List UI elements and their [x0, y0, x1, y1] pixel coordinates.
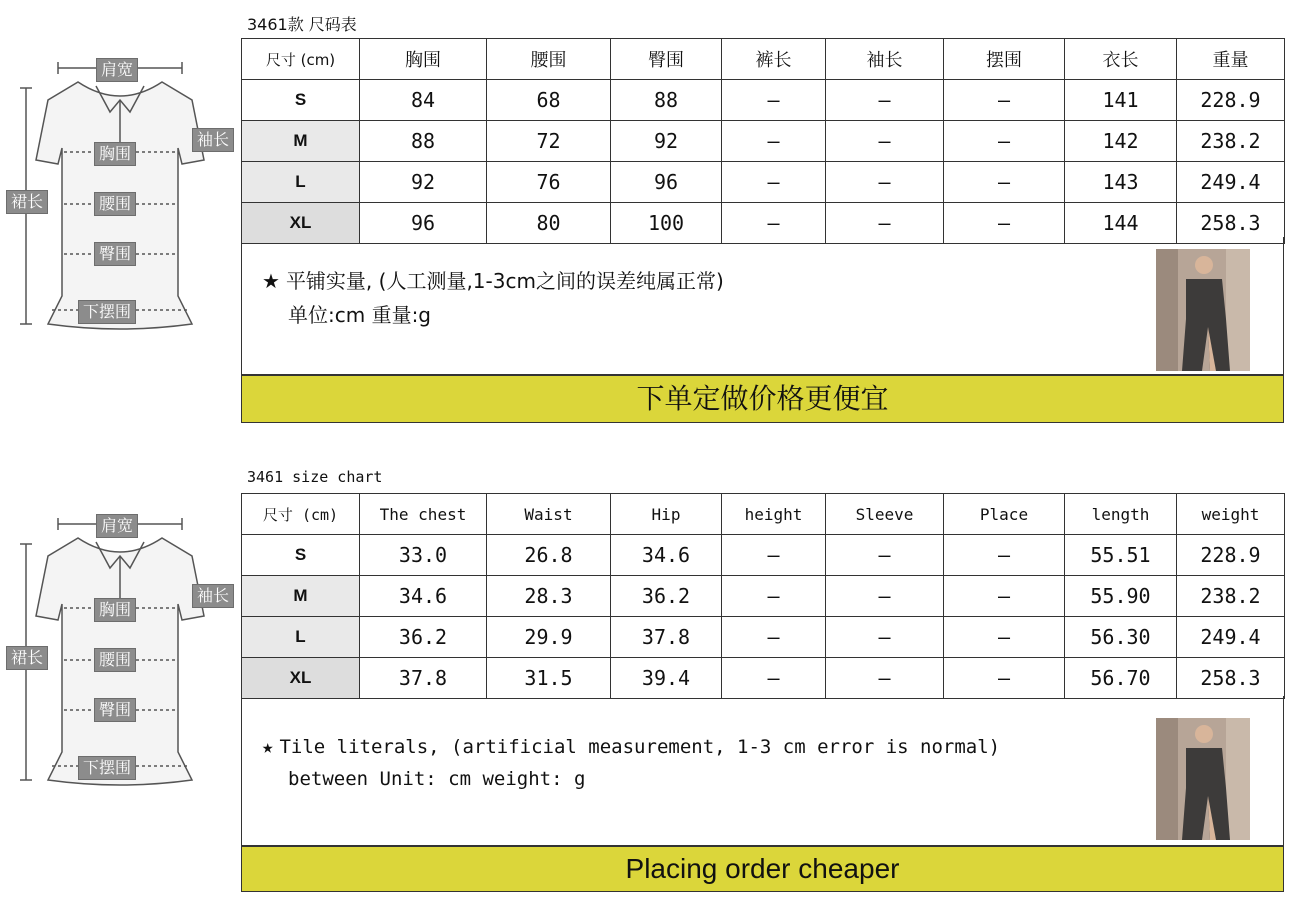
sleeve-label: 袖长: [192, 128, 234, 152]
header-weight: weight: [1177, 494, 1285, 535]
table-cell: —: [826, 617, 944, 658]
table-cell: 88: [360, 121, 487, 162]
table-cell: L: [242, 162, 360, 203]
table-cell: 228.9: [1177, 535, 1285, 576]
table-cell: 33.0: [360, 535, 487, 576]
header-pants-length: 裤长: [722, 39, 826, 80]
chest-label: 胸围: [94, 598, 136, 622]
table-cell: —: [722, 535, 826, 576]
note-text-2: between Unit: cm weight: g: [288, 768, 586, 790]
table-cell: —: [944, 658, 1065, 699]
table-row: [242, 80, 1285, 121]
header-sleeve: Sleeve: [826, 494, 944, 535]
header-size: 尺寸 (cm): [242, 39, 360, 80]
table-cell: —: [826, 80, 944, 121]
table-row: [242, 121, 1285, 162]
table-cell: 96: [611, 162, 722, 203]
table-cell: 88: [611, 80, 722, 121]
header-length: length: [1065, 494, 1177, 535]
table-cell: —: [722, 576, 826, 617]
table-header-row: [242, 39, 1285, 80]
table-cell: 249.4: [1177, 162, 1285, 203]
header-hip: 臀围: [611, 39, 722, 80]
table-cell: 68: [487, 80, 611, 121]
table-row: [242, 617, 1285, 658]
table-cell: 258.3: [1177, 203, 1285, 244]
table-cell: 238.2: [1177, 121, 1285, 162]
table-cell: 34.6: [360, 576, 487, 617]
table-cell: 249.4: [1177, 617, 1285, 658]
header-hem: 摆围: [944, 39, 1065, 80]
chest-label: 胸围: [94, 142, 136, 166]
table-cell: 56.70: [1065, 658, 1177, 699]
shoulder-label: 肩宽: [96, 58, 138, 82]
promo-banner: Placing order cheaper: [241, 846, 1284, 892]
table-cell: —: [944, 576, 1065, 617]
header-chest: The chest: [360, 494, 487, 535]
dress-diagram-icon: [6, 52, 238, 358]
table-cell: 56.30: [1065, 617, 1177, 658]
table-cell: 55.51: [1065, 535, 1177, 576]
hip-label: 臀围: [94, 242, 136, 266]
table-cell: —: [826, 535, 944, 576]
waist-label: 腰围: [94, 648, 136, 672]
note-line-1: [262, 265, 724, 294]
note-text-1: Tile literals, (artificial measurement, 1-3 cm error is normal): [279, 736, 1001, 758]
model-photo-thumbnail: [1156, 718, 1250, 840]
measurement-note: [241, 696, 1284, 846]
table-cell: 37.8: [611, 617, 722, 658]
promo-banner: 下单定做价格更便宜: [241, 375, 1284, 423]
table-cell: 31.5: [487, 658, 611, 699]
header-place: Place: [944, 494, 1065, 535]
skirt-length-label: 裙长: [6, 190, 48, 214]
table-cell: —: [944, 121, 1065, 162]
table-cell: 39.4: [611, 658, 722, 699]
table-cell: 36.2: [360, 617, 487, 658]
header-weight: 重量: [1177, 39, 1285, 80]
table-cell: 143: [1065, 162, 1177, 203]
table-cell: —: [944, 162, 1065, 203]
table-cell: XL: [242, 658, 360, 699]
chart-title: 3461 size chart: [247, 468, 383, 486]
table-cell: 26.8: [487, 535, 611, 576]
table-cell: 92: [611, 121, 722, 162]
note-text-1: 平铺实量, (人工测量,1-3cm之间的误差纯属正常): [285, 269, 724, 293]
table-cell: —: [826, 203, 944, 244]
table-cell: 96: [360, 203, 487, 244]
table-cell: 144: [1065, 203, 1177, 244]
table-cell: —: [826, 658, 944, 699]
table-row: [242, 535, 1285, 576]
hip-label: 臀围: [94, 698, 136, 722]
header-size: 尺寸 (cm): [242, 494, 360, 535]
table-cell: M: [242, 121, 360, 162]
note-line-1: [262, 736, 1000, 758]
table-cell: 76: [487, 162, 611, 203]
size-chart-chinese: [0, 0, 1300, 430]
table-header-row: [242, 494, 1285, 535]
table-row: [242, 162, 1285, 203]
table-cell: 141: [1065, 80, 1177, 121]
table-cell: 142: [1065, 121, 1177, 162]
table-cell: 37.8: [360, 658, 487, 699]
size-chart-english: [0, 456, 1300, 900]
table-row: [242, 658, 1285, 699]
table-cell: M: [242, 576, 360, 617]
model-photo-thumbnail: [1156, 249, 1250, 371]
table-cell: —: [722, 121, 826, 162]
table-cell: XL: [242, 203, 360, 244]
skirt-length-label: 裙长: [6, 646, 48, 670]
table-cell: 100: [611, 203, 722, 244]
table-cell: 228.9: [1177, 80, 1285, 121]
table-cell: 55.90: [1065, 576, 1177, 617]
table-cell: 84: [360, 80, 487, 121]
header-waist: 腰围: [487, 39, 611, 80]
star-icon: ★: [262, 736, 274, 758]
header-height: height: [722, 494, 826, 535]
table-cell: —: [944, 80, 1065, 121]
table-cell: 238.2: [1177, 576, 1285, 617]
header-sleeve: 袖长: [826, 39, 944, 80]
note-text-2: 单位:cm 重量:g: [288, 303, 432, 327]
table-cell: —: [722, 203, 826, 244]
shoulder-label: 肩宽: [96, 514, 138, 538]
table-cell: S: [242, 535, 360, 576]
table-cell: 29.9: [487, 617, 611, 658]
table-cell: —: [722, 80, 826, 121]
sleeve-label: 袖长: [192, 584, 234, 608]
header-hip: Hip: [611, 494, 722, 535]
table-cell: —: [944, 617, 1065, 658]
table-cell: —: [722, 658, 826, 699]
table-cell: 80: [487, 203, 611, 244]
size-table: [241, 38, 1285, 244]
table-cell: 36.2: [611, 576, 722, 617]
dress-diagram-icon: [6, 508, 238, 814]
header-waist: Waist: [487, 494, 611, 535]
table-cell: —: [722, 162, 826, 203]
table-cell: —: [826, 162, 944, 203]
table-cell: —: [826, 121, 944, 162]
table-cell: —: [826, 576, 944, 617]
chart-title: 3461款 尺码表: [247, 15, 357, 34]
star-icon: ★: [262, 269, 280, 293]
table-cell: —: [944, 203, 1065, 244]
measurement-note: [241, 237, 1284, 375]
table-cell: 34.6: [611, 535, 722, 576]
header-chest: 胸围: [360, 39, 487, 80]
table-cell: —: [722, 617, 826, 658]
size-table: [241, 493, 1285, 699]
hem-label: 下摆围: [78, 756, 136, 780]
table-cell: —: [944, 535, 1065, 576]
table-cell: S: [242, 80, 360, 121]
waist-label: 腰围: [94, 192, 136, 216]
table-cell: 28.3: [487, 576, 611, 617]
table-cell: 72: [487, 121, 611, 162]
table-cell: L: [242, 617, 360, 658]
header-length: 衣长: [1065, 39, 1177, 80]
table-row: [242, 576, 1285, 617]
hem-label: 下摆围: [78, 300, 136, 324]
table-cell: 258.3: [1177, 658, 1285, 699]
table-cell: 92: [360, 162, 487, 203]
